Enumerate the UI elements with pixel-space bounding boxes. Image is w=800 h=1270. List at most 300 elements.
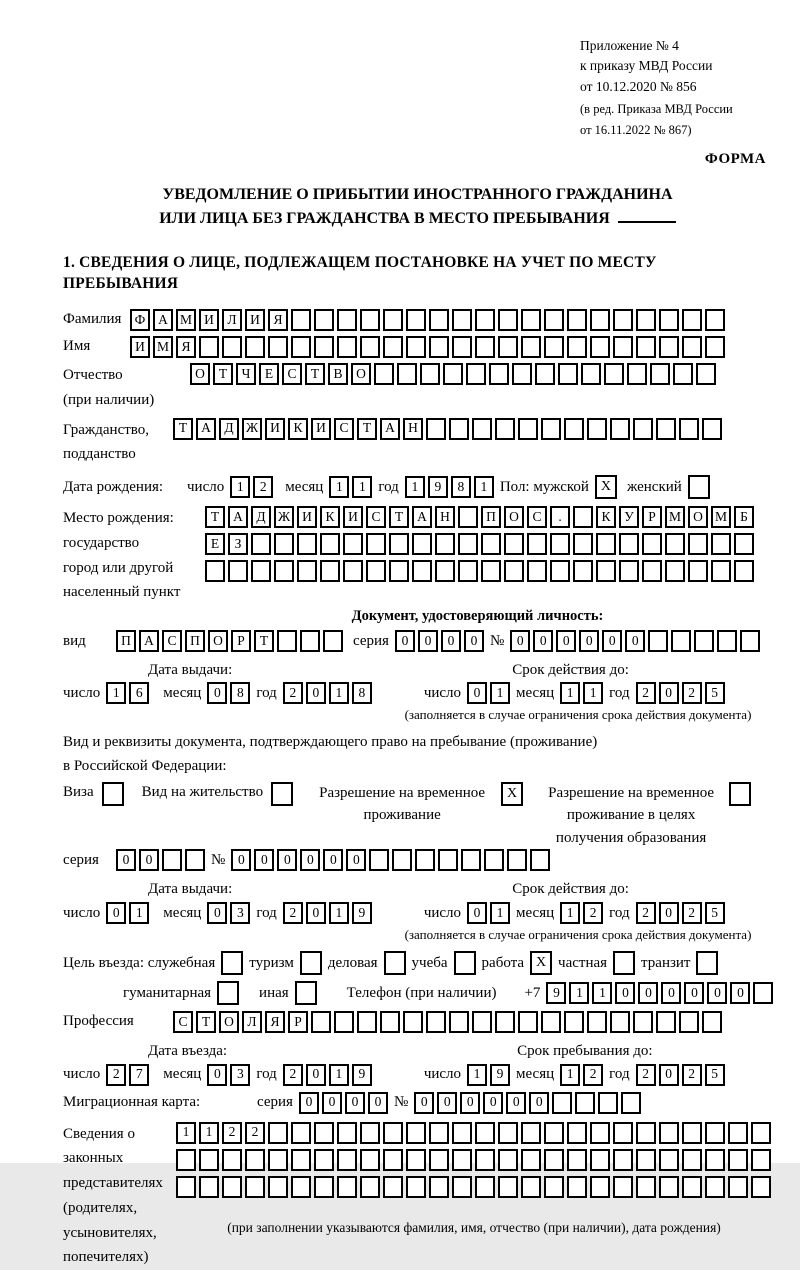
char-cell[interactable] <box>291 1122 311 1144</box>
char-cell[interactable] <box>228 560 248 582</box>
char-cell[interactable] <box>454 951 476 975</box>
char-cell[interactable]: 0 <box>533 630 553 652</box>
char-cell[interactable]: С <box>162 630 182 652</box>
char-cell[interactable] <box>429 1122 449 1144</box>
char-cell[interactable]: 2 <box>682 1064 702 1086</box>
char-cell[interactable]: 0 <box>106 902 126 924</box>
char-cell[interactable]: 1 <box>583 682 603 704</box>
profession-cells[interactable] <box>173 1011 722 1033</box>
char-cell[interactable]: 1 <box>230 476 250 498</box>
char-cell[interactable] <box>581 363 601 385</box>
char-cell[interactable] <box>461 849 481 871</box>
char-cell[interactable]: Т <box>213 363 233 385</box>
char-cell[interactable] <box>728 1122 748 1144</box>
char-cell[interactable] <box>679 418 699 440</box>
char-cell[interactable] <box>659 1122 679 1144</box>
char-cell[interactable] <box>369 849 389 871</box>
char-cell[interactable] <box>564 1011 584 1033</box>
char-cell[interactable]: 0 <box>467 902 487 924</box>
char-cell[interactable]: 0 <box>684 982 704 1004</box>
char-cell[interactable]: 0 <box>506 1092 526 1114</box>
char-cell[interactable]: О <box>208 630 228 652</box>
char-cell[interactable]: 2 <box>222 1122 242 1144</box>
char-cell[interactable] <box>544 1176 564 1198</box>
res-expiry-day-cells[interactable] <box>467 902 510 924</box>
migration-series-cells[interactable] <box>299 1092 388 1114</box>
char-cell[interactable] <box>337 1149 357 1171</box>
char-cell[interactable]: 0 <box>322 1092 342 1114</box>
char-cell[interactable] <box>495 1011 515 1033</box>
res-expiry-year-cells[interactable] <box>636 902 725 924</box>
char-cell[interactable] <box>420 363 440 385</box>
char-cell[interactable]: Т <box>389 506 409 528</box>
char-cell[interactable]: 0 <box>207 1064 227 1086</box>
char-cell[interactable]: 0 <box>707 982 727 1004</box>
char-cell[interactable] <box>383 1176 403 1198</box>
char-cell[interactable]: 0 <box>254 849 274 871</box>
char-cell[interactable] <box>659 309 679 331</box>
char-cell[interactable]: 0 <box>299 1092 319 1114</box>
char-cell[interactable] <box>659 1149 679 1171</box>
char-cell[interactable] <box>217 981 239 1005</box>
char-cell[interactable] <box>268 1176 288 1198</box>
char-cell[interactable] <box>541 418 561 440</box>
char-cell[interactable]: 0 <box>556 630 576 652</box>
char-cell[interactable] <box>268 1149 288 1171</box>
birth-year-cells[interactable] <box>405 476 494 498</box>
char-cell[interactable] <box>682 309 702 331</box>
char-cell[interactable] <box>314 309 334 331</box>
char-cell[interactable] <box>619 560 639 582</box>
res-number-cells[interactable] <box>231 849 550 871</box>
char-cell[interactable] <box>530 849 550 871</box>
char-cell[interactable] <box>245 1149 265 1171</box>
char-cell[interactable]: 0 <box>368 1092 388 1114</box>
char-cell[interactable]: 2 <box>106 1064 126 1086</box>
char-cell[interactable]: Ж <box>274 506 294 528</box>
char-cell[interactable]: 9 <box>352 902 372 924</box>
char-cell[interactable]: И <box>297 506 317 528</box>
char-cell[interactable]: 1 <box>329 476 349 498</box>
char-cell[interactable]: 2 <box>583 902 603 924</box>
char-cell[interactable] <box>705 1176 725 1198</box>
char-cell[interactable] <box>360 1176 380 1198</box>
char-cell[interactable] <box>734 533 754 555</box>
char-cell[interactable]: 0 <box>345 1092 365 1114</box>
char-cell[interactable]: 2 <box>682 902 702 924</box>
char-cell[interactable] <box>648 630 668 652</box>
char-cell[interactable] <box>613 1149 633 1171</box>
char-cell[interactable]: 0 <box>395 630 415 652</box>
char-cell[interactable] <box>251 533 271 555</box>
temp-residence-edu-checkbox[interactable] <box>729 782 751 806</box>
char-cell[interactable]: 1 <box>467 1064 487 1086</box>
char-cell[interactable] <box>544 336 564 358</box>
res-series-cells[interactable] <box>116 849 205 871</box>
char-cell[interactable] <box>337 336 357 358</box>
purpose-humanitarian-checkbox[interactable] <box>217 981 239 1005</box>
char-cell[interactable]: 0 <box>460 1092 480 1114</box>
char-cell[interactable]: А <box>228 506 248 528</box>
char-cell[interactable] <box>702 418 722 440</box>
char-cell[interactable] <box>452 1176 472 1198</box>
char-cell[interactable] <box>360 309 380 331</box>
char-cell[interactable] <box>291 336 311 358</box>
char-cell[interactable] <box>518 1011 538 1033</box>
char-cell[interactable]: О <box>688 506 708 528</box>
char-cell[interactable]: 0 <box>441 630 461 652</box>
char-cell[interactable]: 0 <box>414 1092 434 1114</box>
char-cell[interactable]: 2 <box>253 476 273 498</box>
char-cell[interactable] <box>406 336 426 358</box>
char-cell[interactable] <box>320 560 340 582</box>
char-cell[interactable] <box>535 363 555 385</box>
char-cell[interactable]: 6 <box>129 682 149 704</box>
char-cell[interactable]: 1 <box>490 902 510 924</box>
char-cell[interactable] <box>300 630 320 652</box>
char-cell[interactable] <box>711 560 731 582</box>
char-cell[interactable] <box>573 560 593 582</box>
char-cell[interactable]: А <box>412 506 432 528</box>
char-cell[interactable]: 1 <box>329 902 349 924</box>
char-cell[interactable]: Р <box>288 1011 308 1033</box>
char-cell[interactable] <box>295 981 317 1005</box>
char-cell[interactable] <box>564 418 584 440</box>
char-cell[interactable] <box>717 630 737 652</box>
char-cell[interactable]: . <box>550 506 570 528</box>
char-cell[interactable] <box>397 363 417 385</box>
char-cell[interactable] <box>222 1176 242 1198</box>
char-cell[interactable]: 1 <box>592 982 612 1004</box>
id-expiry-year-cells[interactable] <box>636 682 725 704</box>
char-cell[interactable] <box>512 363 532 385</box>
char-cell[interactable]: 1 <box>560 682 580 704</box>
char-cell[interactable] <box>688 560 708 582</box>
char-cell[interactable] <box>458 560 478 582</box>
char-cell[interactable] <box>337 1176 357 1198</box>
id-number-cells[interactable] <box>510 630 760 652</box>
char-cell[interactable] <box>300 951 322 975</box>
char-cell[interactable] <box>426 1011 446 1033</box>
sex-male-checkbox[interactable] <box>595 475 617 499</box>
id-issue-year-cells[interactable] <box>283 682 372 704</box>
purpose-business-checkbox[interactable] <box>384 951 406 975</box>
char-cell[interactable] <box>688 533 708 555</box>
stay-day-cells[interactable] <box>467 1064 510 1086</box>
char-cell[interactable]: П <box>185 630 205 652</box>
char-cell[interactable] <box>452 336 472 358</box>
purpose-work-checkbox[interactable] <box>530 951 552 975</box>
char-cell[interactable] <box>633 1011 653 1033</box>
purpose-official-checkbox[interactable] <box>221 951 243 975</box>
char-cell[interactable] <box>498 1176 518 1198</box>
char-cell[interactable] <box>360 1149 380 1171</box>
char-cell[interactable]: 1 <box>329 682 349 704</box>
char-cell[interactable] <box>544 309 564 331</box>
representatives-row2-cells[interactable] <box>176 1149 772 1171</box>
migration-number-cells[interactable] <box>414 1092 641 1114</box>
char-cell[interactable] <box>604 363 624 385</box>
char-cell[interactable] <box>619 533 639 555</box>
char-cell[interactable]: 0 <box>659 682 679 704</box>
char-cell[interactable]: 0 <box>602 630 622 652</box>
char-cell[interactable]: В <box>328 363 348 385</box>
char-cell[interactable]: Р <box>231 630 251 652</box>
char-cell[interactable] <box>544 1122 564 1144</box>
char-cell[interactable] <box>495 418 515 440</box>
birth-place-row2-cells[interactable] <box>205 533 754 555</box>
char-cell[interactable] <box>613 1122 633 1144</box>
char-cell[interactable]: У <box>619 506 639 528</box>
char-cell[interactable] <box>176 1149 196 1171</box>
char-cell[interactable]: 1 <box>569 982 589 1004</box>
char-cell[interactable]: 0 <box>467 682 487 704</box>
char-cell[interactable] <box>334 1011 354 1033</box>
char-cell[interactable]: М <box>711 506 731 528</box>
char-cell[interactable]: 0 <box>300 849 320 871</box>
id-expiry-day-cells[interactable] <box>467 682 510 704</box>
char-cell[interactable]: 0 <box>579 630 599 652</box>
char-cell[interactable] <box>521 1149 541 1171</box>
char-cell[interactable] <box>621 1092 641 1114</box>
char-cell[interactable] <box>475 1122 495 1144</box>
char-cell[interactable] <box>705 309 725 331</box>
char-cell[interactable]: 2 <box>245 1122 265 1144</box>
char-cell[interactable] <box>412 533 432 555</box>
char-cell[interactable]: А <box>380 418 400 440</box>
char-cell[interactable]: Л <box>242 1011 262 1033</box>
char-cell[interactable] <box>481 533 501 555</box>
purpose-tourism-checkbox[interactable] <box>300 951 322 975</box>
char-cell[interactable] <box>498 309 518 331</box>
char-cell[interactable] <box>498 1149 518 1171</box>
char-cell[interactable]: 2 <box>636 682 656 704</box>
char-cell[interactable] <box>613 309 633 331</box>
visa-checkbox[interactable] <box>102 782 124 806</box>
char-cell[interactable] <box>415 849 435 871</box>
char-cell[interactable]: 9 <box>428 476 448 498</box>
char-cell[interactable]: З <box>228 533 248 555</box>
char-cell[interactable]: 9 <box>352 1064 372 1086</box>
char-cell[interactable] <box>102 782 124 806</box>
birth-place-row3-cells[interactable] <box>205 560 754 582</box>
char-cell[interactable] <box>481 560 501 582</box>
char-cell[interactable] <box>521 1176 541 1198</box>
char-cell[interactable] <box>590 309 610 331</box>
char-cell[interactable]: 1 <box>474 476 494 498</box>
char-cell[interactable]: 0 <box>207 682 227 704</box>
char-cell[interactable] <box>323 630 343 652</box>
char-cell[interactable]: Я <box>176 336 196 358</box>
char-cell[interactable] <box>251 560 271 582</box>
char-cell[interactable] <box>435 560 455 582</box>
char-cell[interactable] <box>380 1011 400 1033</box>
char-cell[interactable]: 0 <box>346 849 366 871</box>
char-cell[interactable] <box>268 336 288 358</box>
char-cell[interactable] <box>507 849 527 871</box>
char-cell[interactable] <box>610 1011 630 1033</box>
char-cell[interactable] <box>590 1149 610 1171</box>
char-cell[interactable]: Ф <box>130 309 150 331</box>
char-cell[interactable] <box>521 309 541 331</box>
char-cell[interactable]: И <box>245 309 265 331</box>
res-issue-month-cells[interactable] <box>207 902 250 924</box>
char-cell[interactable] <box>682 1149 702 1171</box>
char-cell[interactable] <box>199 336 219 358</box>
char-cell[interactable] <box>567 1149 587 1171</box>
char-cell[interactable] <box>679 1011 699 1033</box>
char-cell[interactable] <box>452 1149 472 1171</box>
char-cell[interactable]: 0 <box>139 849 159 871</box>
char-cell[interactable]: С <box>173 1011 193 1033</box>
char-cell[interactable] <box>590 1176 610 1198</box>
char-cell[interactable] <box>573 533 593 555</box>
char-cell[interactable] <box>475 1176 495 1198</box>
char-cell[interactable]: Д <box>219 418 239 440</box>
char-cell[interactable] <box>429 336 449 358</box>
char-cell[interactable] <box>590 1122 610 1144</box>
char-cell[interactable] <box>650 363 670 385</box>
char-cell[interactable] <box>449 418 469 440</box>
char-cell[interactable]: 1 <box>129 902 149 924</box>
birth-month-cells[interactable] <box>329 476 372 498</box>
char-cell[interactable]: Т <box>357 418 377 440</box>
char-cell[interactable] <box>475 1149 495 1171</box>
char-cell[interactable] <box>552 1092 572 1114</box>
char-cell[interactable] <box>360 1122 380 1144</box>
id-issue-month-cells[interactable] <box>207 682 250 704</box>
char-cell[interactable] <box>740 630 760 652</box>
char-cell[interactable]: 1 <box>560 902 580 924</box>
char-cell[interactable]: X <box>530 951 552 975</box>
id-series-cells[interactable] <box>395 630 484 652</box>
char-cell[interactable]: Н <box>435 506 455 528</box>
char-cell[interactable] <box>596 560 616 582</box>
char-cell[interactable]: 2 <box>636 902 656 924</box>
char-cell[interactable] <box>343 533 363 555</box>
char-cell[interactable] <box>484 849 504 871</box>
representatives-row3-cells[interactable] <box>176 1176 772 1198</box>
char-cell[interactable] <box>550 533 570 555</box>
stay-month-cells[interactable] <box>560 1064 603 1086</box>
char-cell[interactable] <box>705 1122 725 1144</box>
char-cell[interactable]: 0 <box>625 630 645 652</box>
char-cell[interactable]: 0 <box>529 1092 549 1114</box>
char-cell[interactable]: Т <box>196 1011 216 1033</box>
char-cell[interactable]: П <box>116 630 136 652</box>
char-cell[interactable]: Н <box>403 418 423 440</box>
char-cell[interactable] <box>696 951 718 975</box>
char-cell[interactable] <box>627 363 647 385</box>
char-cell[interactable] <box>403 1011 423 1033</box>
char-cell[interactable] <box>245 1176 265 1198</box>
char-cell[interactable]: 0 <box>464 630 484 652</box>
char-cell[interactable] <box>314 1176 334 1198</box>
char-cell[interactable] <box>682 1122 702 1144</box>
char-cell[interactable] <box>314 336 334 358</box>
char-cell[interactable]: 1 <box>329 1064 349 1086</box>
char-cell[interactable]: Д <box>251 506 271 528</box>
char-cell[interactable] <box>374 363 394 385</box>
char-cell[interactable]: Е <box>259 363 279 385</box>
char-cell[interactable]: Е <box>205 533 225 555</box>
entry-day-cells[interactable] <box>106 1064 149 1086</box>
char-cell[interactable]: С <box>282 363 302 385</box>
char-cell[interactable] <box>222 1149 242 1171</box>
purpose-study-checkbox[interactable] <box>454 951 476 975</box>
char-cell[interactable] <box>274 533 294 555</box>
char-cell[interactable] <box>558 363 578 385</box>
char-cell[interactable] <box>291 309 311 331</box>
char-cell[interactable] <box>429 1176 449 1198</box>
char-cell[interactable] <box>636 1176 656 1198</box>
char-cell[interactable]: Р <box>642 506 662 528</box>
char-cell[interactable] <box>751 1149 771 1171</box>
char-cell[interactable]: О <box>504 506 524 528</box>
char-cell[interactable]: 2 <box>283 902 303 924</box>
purpose-other-checkbox[interactable] <box>295 981 317 1005</box>
char-cell[interactable]: П <box>481 506 501 528</box>
char-cell[interactable] <box>751 1176 771 1198</box>
char-cell[interactable]: О <box>351 363 371 385</box>
char-cell[interactable] <box>613 336 633 358</box>
char-cell[interactable]: 0 <box>323 849 343 871</box>
char-cell[interactable] <box>587 418 607 440</box>
char-cell[interactable] <box>696 363 716 385</box>
char-cell[interactable] <box>671 630 691 652</box>
id-expiry-month-cells[interactable] <box>560 682 603 704</box>
char-cell[interactable] <box>633 418 653 440</box>
char-cell[interactable]: 0 <box>483 1092 503 1114</box>
char-cell[interactable] <box>472 418 492 440</box>
char-cell[interactable]: 1 <box>405 476 425 498</box>
surname-cells[interactable] <box>130 309 725 331</box>
char-cell[interactable]: И <box>199 309 219 331</box>
char-cell[interactable]: Я <box>265 1011 285 1033</box>
char-cell[interactable] <box>383 1149 403 1171</box>
char-cell[interactable]: 1 <box>352 476 372 498</box>
char-cell[interactable]: Т <box>305 363 325 385</box>
char-cell[interactable] <box>587 1011 607 1033</box>
char-cell[interactable] <box>277 630 297 652</box>
char-cell[interactable] <box>498 336 518 358</box>
char-cell[interactable]: А <box>196 418 216 440</box>
char-cell[interactable] <box>271 782 293 806</box>
char-cell[interactable] <box>729 782 751 806</box>
char-cell[interactable] <box>590 336 610 358</box>
char-cell[interactable] <box>682 336 702 358</box>
char-cell[interactable] <box>443 363 463 385</box>
char-cell[interactable]: 5 <box>705 902 725 924</box>
char-cell[interactable]: Ч <box>236 363 256 385</box>
char-cell[interactable] <box>343 560 363 582</box>
char-cell[interactable] <box>504 560 524 582</box>
entry-month-cells[interactable] <box>207 1064 250 1086</box>
char-cell[interactable] <box>636 1122 656 1144</box>
char-cell[interactable] <box>596 533 616 555</box>
char-cell[interactable]: 8 <box>451 476 471 498</box>
char-cell[interactable]: 0 <box>207 902 227 924</box>
res-issue-year-cells[interactable] <box>283 902 372 924</box>
char-cell[interactable] <box>642 533 662 555</box>
char-cell[interactable]: X <box>501 782 523 806</box>
char-cell[interactable] <box>383 309 403 331</box>
char-cell[interactable] <box>527 560 547 582</box>
char-cell[interactable] <box>406 309 426 331</box>
char-cell[interactable]: 0 <box>659 1064 679 1086</box>
char-cell[interactable]: О <box>219 1011 239 1033</box>
char-cell[interactable]: К <box>596 506 616 528</box>
